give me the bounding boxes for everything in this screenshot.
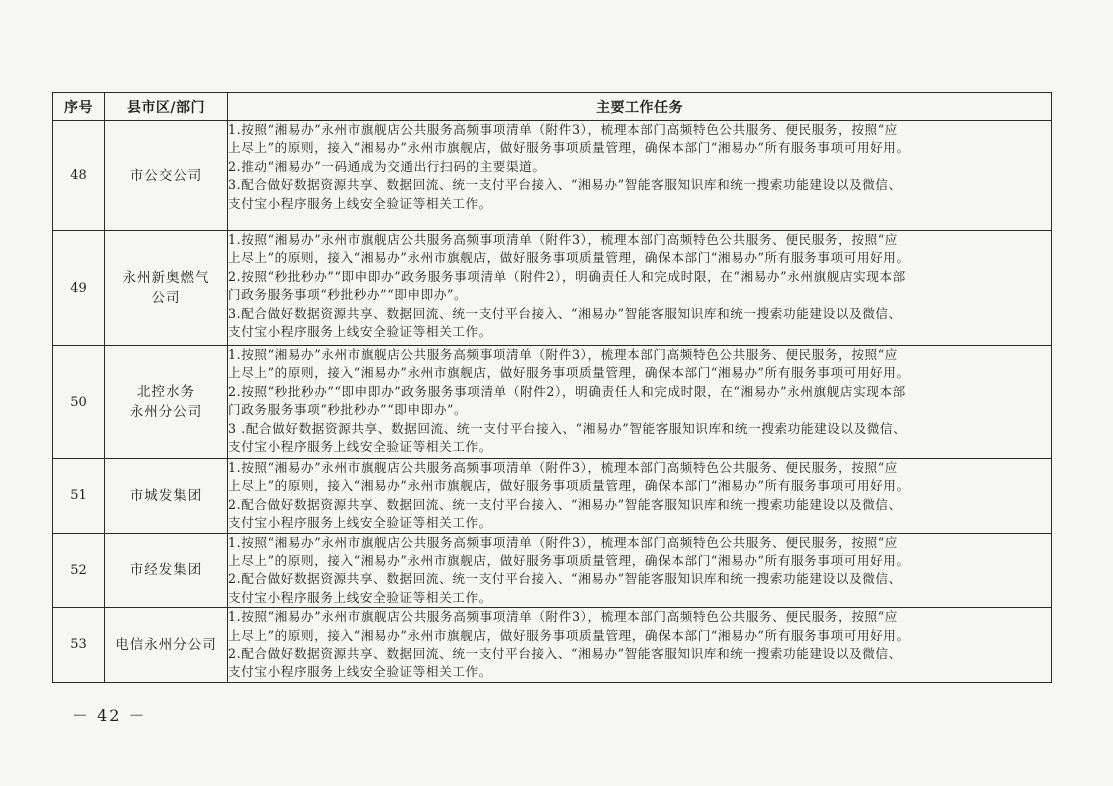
task-text-line: 支付宝小程序服务上线安全验证等相关工作。 (228, 323, 492, 339)
row-task-description (228, 533, 1052, 608)
task-text-line: 上尽上”的原则，接入“湘易办”永州市旗舰店，做好服务事项质量管理，确保本部门“湘易办”所有服务事项可用好用。 (228, 140, 910, 156)
department-name-line: 市公交公司 (129, 167, 203, 184)
task-text-line: 2.配合做好数据资源共享、数据回流、统一支付平台接入、“湘易办”智能客服知识库和统一搜索功能建设以及微信、 (228, 571, 902, 587)
row-department (105, 121, 228, 231)
task-text-line: 支付宝小程序服务上线安全验证等相关工作。 (228, 438, 492, 454)
header-department: 县市区/部门 (105, 93, 228, 121)
table-body (53, 121, 1052, 683)
row-department (105, 459, 228, 534)
task-text-line: 2.按照“秒批秒办”“即申即办”政务服务事项清单（附件2），明确责任人和完成时限，在“湘易办”永州旗舰店实现本部 (228, 383, 906, 399)
task-text-line: 3 .配合做好数据资源共享、数据回流、统一支付平台接入、“湘易办”智能客服知识库和统一搜索功能建设以及微信、 (228, 420, 907, 436)
task-table (52, 92, 1052, 683)
row-department (105, 533, 228, 608)
table-row (53, 608, 1052, 683)
task-text-line: 门政务服务事项“秒批秒办”“即申即办”。 (228, 287, 468, 303)
task-text-line: 支付宝小程序服务上线安全验证等相关工作。 (228, 664, 492, 680)
task-text-line: 3.配合做好数据资源共享、数据回流、统一支付平台接入、“湘易办”智能客服知识库和统一搜索功能建设以及微信、 (228, 177, 902, 193)
table-header-row (53, 93, 1052, 121)
row-serial-number: 53 (53, 608, 105, 683)
department-name-line: 北控水务 (137, 384, 195, 400)
row-serial-number: 49 (53, 231, 105, 346)
task-text-line: 上尽上”的原则，接入“湘易办”永州市旗舰店，做好服务事项质量管理，确保本部门“湘易办”所有服务事项可用好用。 (228, 552, 910, 568)
table-row (53, 231, 1052, 346)
task-text-line: 3.配合做好数据资源共享、数据回流、统一支付平台接入、“湘易办”智能客服知识库和统一搜索功能建设以及微信、 (228, 305, 902, 321)
task-text-line: 支付宝小程序服务上线安全验证等相关工作。 (228, 195, 492, 211)
table-row (53, 121, 1052, 231)
page-number: － 42 － (72, 706, 147, 725)
row-serial-number: 51 (53, 459, 105, 534)
task-text-line: 1.按照“湘易办”永州市旗舰店公共服务高频事项清单（附件3），梳理本部门高频特色公共服务、便民服务，按照“应 (228, 609, 898, 625)
department-name-line: 公司 (151, 290, 181, 306)
department-name-line: 永州新奥燃气 (122, 270, 210, 286)
task-text-line: 门政务服务事项“秒批秒办”“即申即办”。 (228, 402, 468, 418)
row-serial-number: 52 (53, 533, 105, 608)
task-text-line: 上尽上”的原则，接入“湘易办”永州市旗舰店，做好服务事项质量管理，确保本部门“湘易办”所有服务事项可用好用。 (228, 250, 910, 266)
row-task-description (228, 231, 1052, 346)
task-text-line: 上尽上”的原则，接入“湘易办”永州市旗舰店，做好服务事项质量管理，确保本部门“湘易办”所有服务事项可用好用。 (228, 365, 910, 381)
table-row (53, 533, 1052, 608)
row-task-description (228, 459, 1052, 534)
department-name-line: 电信永州分公司 (115, 636, 217, 653)
row-department (105, 346, 228, 459)
task-text-line: 支付宝小程序服务上线安全验证等相关工作。 (228, 589, 492, 605)
task-text-line: 上尽上”的原则，接入“湘易办”永州市旗舰店，做好服务事项质量管理，确保本部门“湘易办”所有服务事项可用好用。 (228, 478, 910, 494)
department-name-line: 市城发集团 (129, 487, 203, 504)
table-row (53, 346, 1052, 459)
row-task-description (228, 608, 1052, 683)
task-text-line: 2.推动“湘易办”一码通成为交通出行扫码的主要渠道。 (228, 158, 546, 174)
task-text-line: 2.按照“秒批秒办”“即申即办”政务服务事项清单（附件2），明确责任人和完成时限，在“湘易办”永州旗舰店实现本部 (228, 268, 906, 284)
task-text-line: 1.按照“湘易办”永州市旗舰店公共服务高频事项清单（附件3），梳理本部门高频特色公共服务、便民服务，按照“应 (228, 347, 898, 362)
table-row (53, 459, 1052, 534)
task-text-line: 1.按照“湘易办”永州市旗舰店公共服务高频事项清单（附件3），梳理本部门高频特色公共服务、便民服务，按照“应 (228, 534, 898, 550)
task-text-line: 1.按照“湘易办”永州市旗舰店公共服务高频事项清单（附件3），梳理本部门高频特色公共服务、便民服务，按照“应 (228, 460, 898, 475)
task-text-line: 2.配合做好数据资源共享、数据回流、统一支付平台接入、“湘易办”智能客服知识库和统一搜索功能建设以及微信、 (228, 645, 902, 661)
header-main-tasks: 主要工作任务 (228, 93, 1052, 121)
department-name-line: 永州分公司 (129, 404, 203, 420)
task-text-line: 1.按照“湘易办”永州市旗舰店公共服务高频事项清单（附件3），梳理本部门高频特色公共服务、便民服务，按照“应 (228, 122, 898, 137)
task-text-line: 2.配合做好数据资源共享、数据回流、统一支付平台接入、“湘易办”智能客服知识库和统一搜索功能建设以及微信、 (228, 496, 902, 512)
task-text-line: 1.按照“湘易办”永州市旗舰店公共服务高频事项清单（附件3），梳理本部门高频特色公共服务、便民服务，按照“应 (228, 232, 898, 247)
row-department (105, 231, 228, 346)
task-text-line: 上尽上”的原则，接入“湘易办”永州市旗舰店，做好服务事项质量管理，确保本部门“湘易办”所有服务事项可用好用。 (228, 627, 910, 643)
row-serial-number: 50 (53, 346, 105, 459)
task-text-line: 支付宝小程序服务上线安全验证等相关工作。 (228, 515, 492, 531)
row-task-description (228, 121, 1052, 231)
header-serial-number: 序号 (53, 93, 105, 121)
row-department (105, 608, 228, 683)
row-serial-number: 48 (53, 121, 105, 231)
row-task-description (228, 346, 1052, 459)
department-name-line: 市经发集团 (129, 562, 203, 579)
